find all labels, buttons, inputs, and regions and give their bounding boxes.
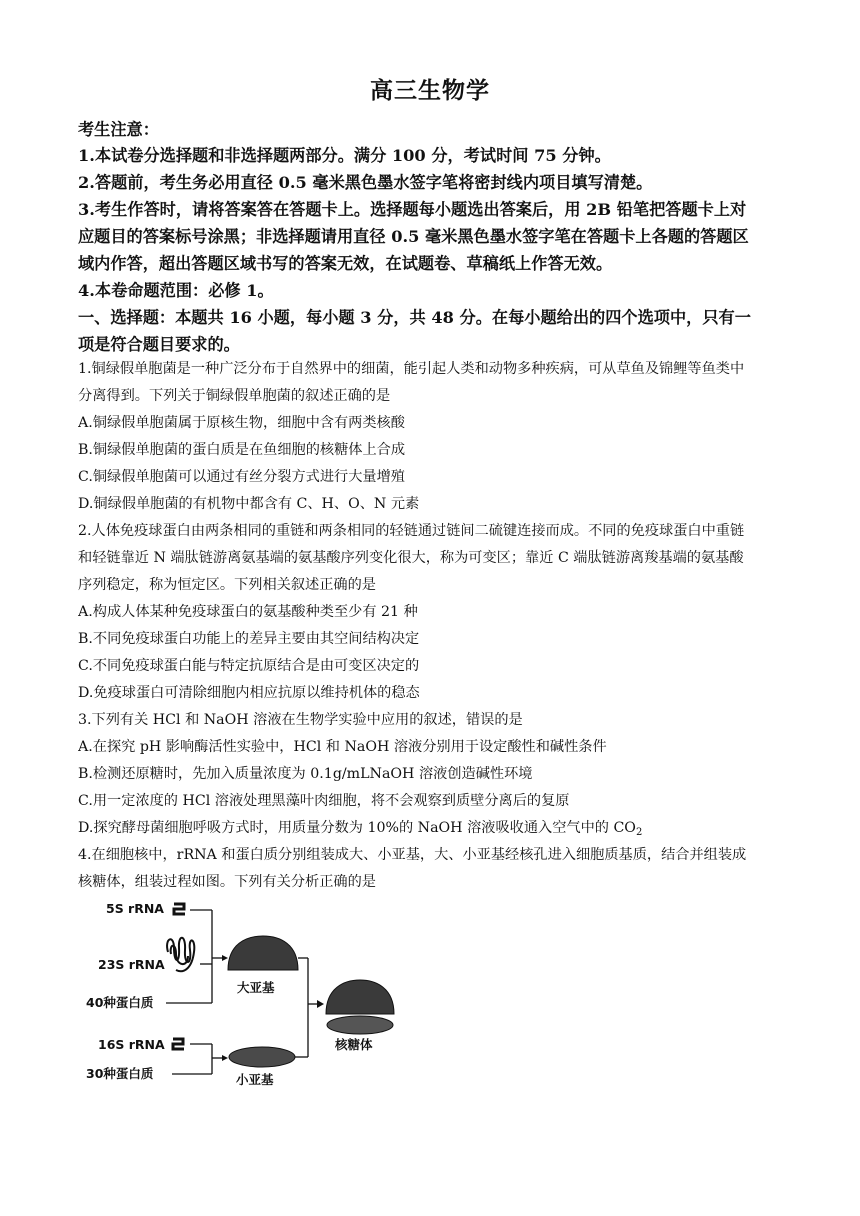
q3-stem: 3.下列有关 HCl 和 NaOH 溶液在生物学实验中应用的叙述，错误的是 xyxy=(78,712,523,728)
page-title: 高三生物学 xyxy=(370,77,490,104)
label-small-subunit: 小亚基 xyxy=(236,1072,274,1087)
q2-option-b: B.不同免疫球蛋白功能上的差异主要由其空间结构决定 xyxy=(78,631,420,647)
small-subunit-shape xyxy=(229,1047,295,1067)
notice-heading: 考生注意： xyxy=(78,120,159,139)
q2-option-c: C.不同免疫球蛋白能与特定抗原结合是由可变区决定的 xyxy=(78,658,420,674)
label-16s-rrna: 16S rRNA xyxy=(98,1037,165,1052)
q1-option-a: A.铜绿假单胞菌属于原核生物，细胞中含有两类核酸 xyxy=(78,415,405,431)
section-heading: 项是符合题目要求的。 xyxy=(78,335,240,354)
q2-stem: 序列稳定，称为恒定区。下列相关叙述正确的是 xyxy=(78,577,376,593)
notice-line: 1.本试卷分选择题和非选择题两部分。满分 100 分，考试时间 75 分钟。 xyxy=(78,146,611,165)
arrow-to-small-icon xyxy=(222,1055,228,1061)
q4-stem: 4.在细胞核中，rRNA 和蛋白质分别组装成大、小亚基，大、小亚基经核孔进入细胞质基质，结合并组装成 xyxy=(78,847,747,863)
notice-line: 2.答题前，考生务必用直径 0.5 毫米黑色墨水签字笔将密封线内项目填写清楚。 xyxy=(78,173,653,192)
q2-stem: 2.人体免疫球蛋白由两条相同的重链和两条相同的轻链通过链间二硫键连接而成。不同的免疫球蛋白中重链 xyxy=(78,523,745,539)
q1-option-b: B.铜绿假单胞菌的蛋白质是在鱼细胞的核糖体上合成 xyxy=(78,442,406,458)
q1-stem: 1.铜绿假单胞菌是一种广泛分布于自然界中的细菌，能引起人类和动物多种疾病，可从草鱼及锦鲤等鱼类中 xyxy=(78,361,745,377)
q1-option-c: C.铜绿假单胞菌可以通过有丝分裂方式进行大量增殖 xyxy=(78,469,405,485)
ribosome-assembly-figure xyxy=(76,894,406,1094)
notice-line: 域内作答，超出答题区域书写的答案无效，在试题卷、草稿纸上作答无效。 xyxy=(78,254,613,273)
arrow-to-ribosome-icon xyxy=(317,1000,324,1008)
ribosome-shape xyxy=(326,980,394,1034)
label-40-proteins: 40种蛋白质 xyxy=(86,995,154,1010)
notice-line: 3.考生作答时，请将答案答在答题卡上。选择题每小题选出答案后，用 2B 铅笔把答题卡上对 xyxy=(78,200,747,219)
q2-option-d: D.免疫球蛋白可清除细胞内相应抗原以维持机体的稳态 xyxy=(78,685,420,701)
q2-stem: 和轻链靠近 N 端肽链游离氨基端的氨基酸序列变化很大，称为可变区；靠近 C 端肽链游离羧基端的氨基酸 xyxy=(78,550,744,566)
label-large-subunit: 大亚基 xyxy=(237,980,275,995)
q1-option-d: D.铜绿假单胞菌的有机物中都含有 C、H、O、N 元素 xyxy=(78,496,420,512)
q2-option-a: A.构成人体某种免疫球蛋白的氨基酸种类至少有 21 种 xyxy=(78,604,418,620)
large-subunit-shape xyxy=(228,936,298,970)
label-30-proteins: 30种蛋白质 xyxy=(86,1066,154,1081)
label-ribosome: 核糖体 xyxy=(335,1037,373,1052)
rrna-16s-icon xyxy=(173,1039,184,1049)
q3-option-d xyxy=(78,817,782,838)
arrow-to-large-icon xyxy=(222,955,228,961)
q3-option-b: B.检测还原糖时，先加入质量浓度为 0.1g/mLNaOH 溶液创造碱性环境 xyxy=(78,766,533,782)
ribosome-connectors xyxy=(295,958,318,1057)
q3-option-d-text: D.探究酵母菌细胞呼吸方式时，用质量分数为 10%的 NaOH 溶液吸收通入空气中的 CO xyxy=(78,820,636,836)
notice-line: 4.本卷命题范围：必修 1。 xyxy=(78,281,274,300)
label-5s-rrna: 5S rRNA xyxy=(106,901,164,916)
subscript-two: 2 xyxy=(635,827,643,838)
q3-option-c: C.用一定浓度的 HCl 溶液处理黑藻叶肉细胞，将不会观察到质壁分离后的复原 xyxy=(78,793,570,809)
rrna-23s-icon xyxy=(167,938,194,971)
label-23s-rrna: 23S rRNA xyxy=(98,957,165,972)
q1-stem: 分离得到。下列关于铜绿假单胞菌的叙述正确的是 xyxy=(78,388,391,404)
q4-stem: 核糖体，组装过程如图。下列有关分析正确的是 xyxy=(78,874,376,890)
notice-line: 应题目的答案标号涂黑；非选择题请用直径 0.5 毫米黑色墨水签字笔在答题卡上各题的答题区 xyxy=(78,227,749,246)
section-heading: 一、选择题：本题共 16 小题，每小题 3 分，共 48 分。在每小题给出的四个选项中，只有一 xyxy=(78,308,751,327)
rrna-5s-icon xyxy=(174,904,185,914)
q3-option-a: A.在探究 pH 影响酶活性实验中，HCl 和 NaOH 溶液分别用于设定酸性和碱性条件 xyxy=(78,739,607,755)
